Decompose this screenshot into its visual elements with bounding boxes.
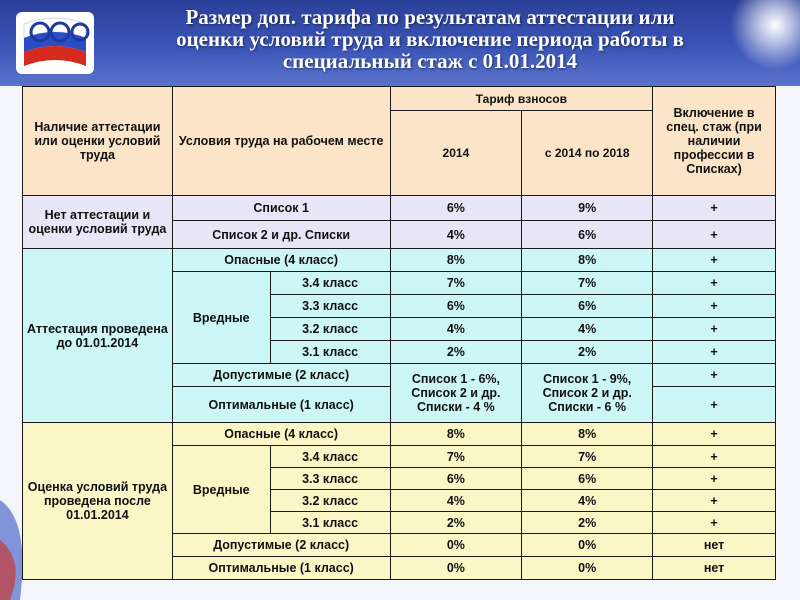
special-cell: нет [653,557,776,580]
condition-cell: Список 1 [172,196,390,221]
harmful-label: Вредные [172,272,270,364]
condition-cell: Список 2 и др. Списки [172,221,390,249]
group-no-attestation: Нет аттестации и оценки условий труда [23,196,173,249]
tariff-2014-cell: 0% [390,557,522,580]
header-attestation: Наличие аттестации или оценки условий труда [23,87,173,196]
special-cell: + [653,221,776,249]
tariff-2018-cell: 6% [522,221,653,249]
tariff-2014-cell: 4% [390,221,522,249]
special-cell: + [653,318,776,341]
harmful-label: Вредные [172,446,270,534]
class-cell: 3.4 класс [270,272,390,295]
condition-cell: Допустимые (2 класс) [172,534,390,557]
tariff-2018-cell: 8% [522,249,653,272]
condition-cell: Опасные (4 класс) [172,423,390,446]
group-before-2014: Аттестация проведена до 01.01.2014 [23,249,173,423]
tariff-2014-cell: 4% [390,318,522,341]
special-cell: + [653,196,776,221]
tariff-2018-cell: 4% [522,490,653,512]
pfr-logo-icon [10,4,100,80]
tariff-2018-cell: 2% [522,512,653,534]
class-cell: 3.1 класс [270,512,390,534]
header-special-seniority: Включение в спец. стаж (при наличии профессии в Списках) [653,87,776,196]
class-cell: 3.2 класс [270,318,390,341]
condition-cell: Допустимые (2 класс) [172,364,390,387]
merged-tariff-2014-cell: Список 1 - 6%, Список 2 и др. Списки - 4 % [390,364,522,423]
group-after-2014: Оценка условий труда проведена после 01.01.2014 [23,423,173,580]
tariff-2018-cell: 0% [522,534,653,557]
special-cell: + [653,249,776,272]
title-line-3: специальный стаж с 01.01.2014 [282,49,578,73]
merged-tariff-2018-cell: Список 1 - 9%, Список 2 и др. Списки - 6 % [522,364,653,423]
tariff-2018-cell: 2% [522,341,653,364]
page-title [110,6,750,72]
special-cell: + [653,272,776,295]
table-row [23,249,776,272]
special-cell: + [653,512,776,534]
class-cell: 3.4 класс [270,446,390,468]
tariff-2014-cell: 8% [390,249,522,272]
special-cell: + [653,490,776,512]
special-cell: + [653,341,776,364]
condition-cell: Оптимальные (1 класс) [172,557,390,580]
table-row [23,423,776,446]
tariff-2014-cell: 6% [390,468,522,490]
special-cell: + [653,423,776,446]
tariff-table [22,86,776,580]
tariff-2014-cell: 0% [390,534,522,557]
special-cell: + [653,364,776,387]
tariff-2014-cell: 7% [390,446,522,468]
condition-cell: Опасные (4 класс) [172,249,390,272]
tariff-2014-cell: 4% [390,490,522,512]
tariff-2018-cell: 6% [522,295,653,318]
condition-cell: Оптимальные (1 класс) [172,387,390,423]
special-cell: + [653,468,776,490]
class-cell: 3.1 класс [270,341,390,364]
tariff-2014-cell: 2% [390,341,522,364]
tariff-2018-cell: 8% [522,423,653,446]
title-line-1: Размер доп. тарифа по результатам аттестации или [185,5,675,29]
header-2014: 2014 [390,111,522,196]
title-line-2: оценки условий труда и включение периода работы в [176,27,684,51]
tariff-2018-cell: 7% [522,446,653,468]
slide-header [0,0,800,86]
special-cell: + [653,446,776,468]
tariff-2014-cell: 6% [390,196,522,221]
special-cell: + [653,387,776,423]
special-cell: + [653,295,776,318]
header-conditions: Условия труда на рабочем месте [172,87,390,196]
header-tariff: Тариф взносов [390,87,653,111]
tariff-2014-cell: 8% [390,423,522,446]
special-cell: нет [653,534,776,557]
tariff-2018-cell: 4% [522,318,653,341]
tariff-2014-cell: 6% [390,295,522,318]
class-cell: 3.3 класс [270,468,390,490]
tariff-2018-cell: 9% [522,196,653,221]
tariff-2014-cell: 7% [390,272,522,295]
tariff-2018-cell: 0% [522,557,653,580]
class-cell: 3.3 класс [270,295,390,318]
tariff-2018-cell: 6% [522,468,653,490]
tariff-2018-cell: 7% [522,272,653,295]
tariff-2014-cell: 2% [390,512,522,534]
header-2014-2018: с 2014 по 2018 [522,111,653,196]
table-row [23,196,776,221]
class-cell: 3.2 класс [270,490,390,512]
